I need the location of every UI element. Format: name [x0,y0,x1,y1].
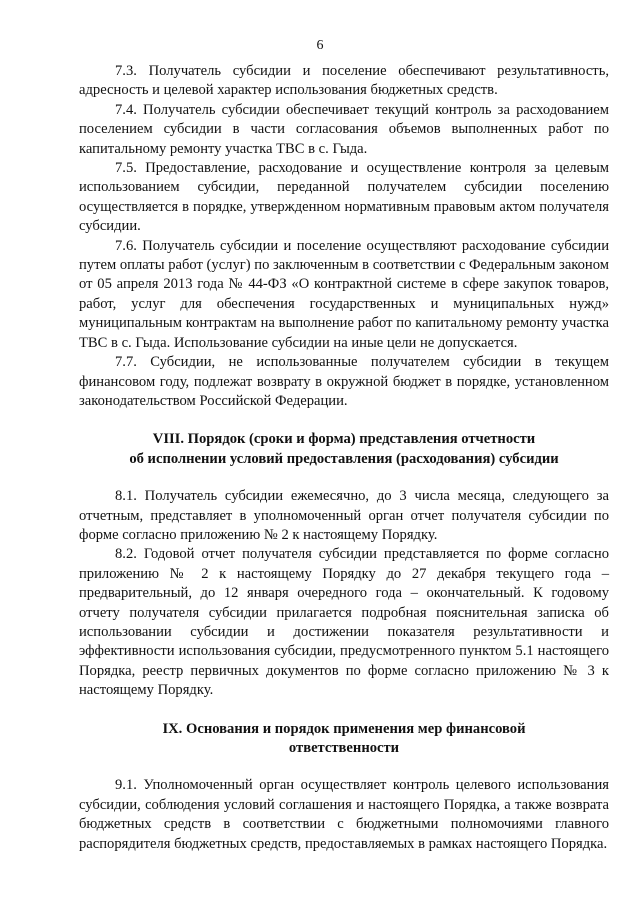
paragraph-7-5: 7.5. Предоставление, расходование и осуществление контроля за целевым использованием субсидии, переданной получателем субсидии поселению осуществляется в порядке, утвержденном нормативным правовым актом получателя субсидии. [79,160,609,235]
page-number: 6 [316,38,324,53]
section-8-heading-line-1: VIII. Порядок (сроки и форма) представления отчетности [152,431,536,448]
paragraph-7-3: 7.3. Получатель субсидии и поселение обеспечивают результативность, адресность и целевой характер использования бюджетных средств. [79,63,609,99]
paragraph-7-4: 7.4. Получатель субсидии обеспечивает текущий контроль за расходованием поселением субсидии в части согласования объемов выполненных работ по капитальному ремонту участка ТВС в с. Гыда. [79,101,609,157]
section-8-heading-line-2: об исполнении условий предоставления (расходования) субсидии [129,450,559,467]
paragraph-7-7: 7.7. Субсидии, не использованные получателем субсидии в текущем финансовом году, подлежат возврату в окружной бюджет в порядке, установленном законодательством Российской Федерации. [79,354,609,409]
paragraph-8-2: 8.2. Годовой отчет получателя субсидии представляется по форме согласно приложению № 2 к настоящему Порядку до 27 декабря текущего года – предварительный, до 12 января очередного года – окончательный. К годовому отчету получателя субсидии прилагается подробная пояснительная записка об использовании субсидии и достижении показателя результативности и эффективности использования субсидии, предусмотренного пунктом 5.1 настоящего Порядка, реестр первичных документов по форме согласно приложению № 3 к настоящему Порядку. [79,546,609,699]
paragraph-9-1: 9.1. Уполномоченный орган осуществляет контроль целевого использования субсидии, соблюдения условий соглашения и настоящего Порядка, а также возврата бюджетных средств в соответствии с бюджетными полномочиями главного распорядителя бюджетных средств, предоставляемых в рамках настоящего Порядка. [79,777,609,852]
document-body [79,62,609,854]
section-9-heading-line-1: IX. Основания и порядок применения мер финансовой [162,720,526,737]
paragraph-8-1: 8.1. Получатель субсидии ежемесячно, до 3 числа месяца, следующего за отчетным, представляет в уполномоченный орган отчет получателя субсидии по форме согласно приложению № 2 к настоящему Порядку. [79,488,609,543]
paragraph-7-6: 7.6. Получатель субсидии и поселение осуществляют расходование субсидии путем оплаты работ (услуг) по заключенным в соответствии с Федеральным законом от 05 апреля 2013 года № 44-ФЗ «О контрактной системе в сфере закупок товаров, работ, услуг для обеспечения государственных и муниципальных нужд» муниципальным контрактам на выполнение работ по капитальному ремонту участка ТВС в с. Гыда. Использование субсидии на иные цели не допускается. [79,237,609,351]
section-9-heading-line-2: ответственности [288,740,400,756]
